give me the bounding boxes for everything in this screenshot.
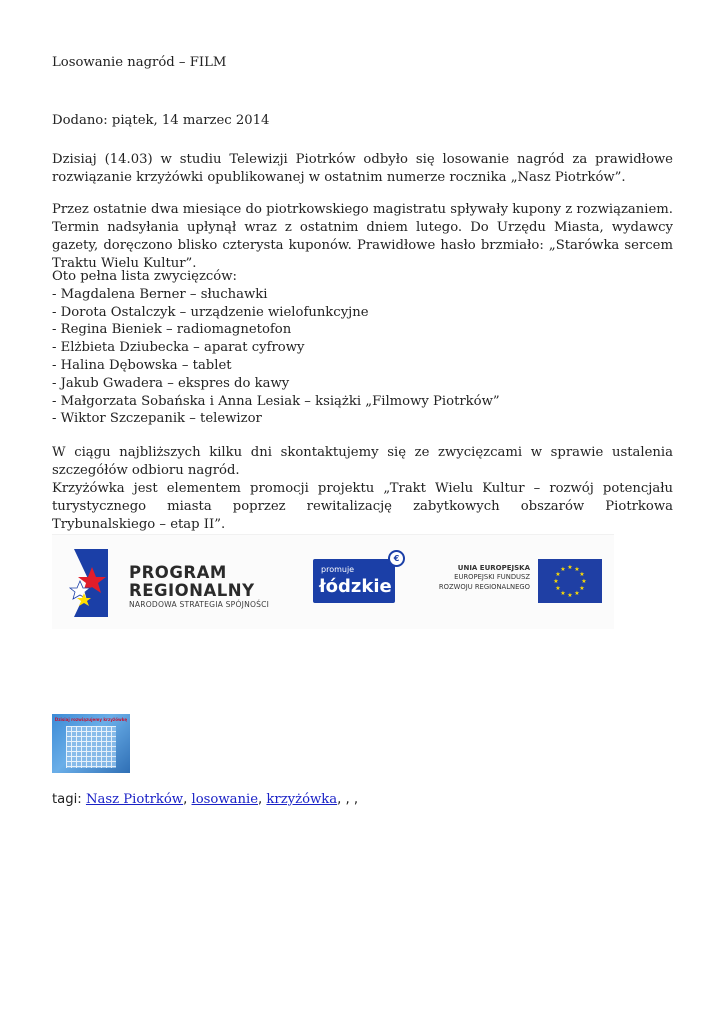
paragraph-details: Przez ostatnie dwa miesiące do piotrkowskiego magistratu spływały kupony z rozwiązaniem. Termin nadsyłania upłynął wraz z ostatnim dniem lutego. Do Urzędu Miasta, wydawcy gazety, doręczono blisko czterysta kuponów. Prawidłowe hasło brzmiało: „Starówka sercem Traktu Wielu Kultur”. xyxy=(52,202,673,271)
list-item: - Halina Dębowska – tablet xyxy=(52,357,232,373)
list-item: - Małgorzata Sobańska i Anna Lesiak – książki „Filmowy Piotrków” xyxy=(52,393,500,409)
list-item: - Jakub Gwadera – ekspres do kawy xyxy=(52,375,290,391)
tags-trailing: , , , xyxy=(337,792,359,807)
paragraph-intro: Dzisiaj (14.03) w studiu Telewizji Piotrków odbyło się losowanie nagród za prawidłowe rozwiązanie krzyżówki opublikowanej w ostatnim numerze rocznika „Nasz Piotrków”. xyxy=(52,152,673,185)
euro-sign-icon: € xyxy=(388,550,405,567)
winners-list xyxy=(52,268,500,428)
tag-link-krzyzowka[interactable]: krzyżówka xyxy=(266,792,338,807)
svg-text:★: ★ xyxy=(553,578,559,585)
winners-intro: Oto pełna lista zwycięzców: xyxy=(52,269,237,284)
svg-text:★: ★ xyxy=(560,590,566,597)
crossword-grid-icon xyxy=(66,726,116,768)
svg-text:★: ★ xyxy=(581,578,587,585)
tags-line: tagi: Nasz Piotrków, losowanie, krzyżówka, , , xyxy=(52,792,359,807)
thumbnail-caption: Dzisiaj rozwiązujemy krzyżówkę xyxy=(54,717,128,722)
program-regionalny-subtitle: NARODOWA STRATEGIA SPÓJNOŚCI xyxy=(129,600,270,609)
svg-text:★: ★ xyxy=(579,585,585,592)
tags-label: tagi: xyxy=(52,792,82,807)
eu-funding-banner xyxy=(52,534,614,629)
eu-fund-text: UNIA EUROPEJSKA EUROPEJSKI FUNDUSZ ROZWOJU REGIONALNEGO xyxy=(438,564,530,591)
list-item: - Dorota Ostalczyk – urządzenie wielofunkcyjne xyxy=(52,304,369,320)
promuje-lodzkie-logo: promuje łódzkie xyxy=(313,559,395,603)
article-title: Losowanie nagród – FILM xyxy=(52,55,227,70)
program-regionalny-logo-icon xyxy=(68,547,126,619)
svg-text:★: ★ xyxy=(567,564,573,571)
eu-flag-icon xyxy=(538,559,602,603)
svg-text:★: ★ xyxy=(555,585,561,592)
svg-text:★: ★ xyxy=(574,590,580,597)
svg-text:★: ★ xyxy=(574,566,580,573)
svg-text:★: ★ xyxy=(567,592,573,599)
article-date: Dodano: piątek, 14 marzec 2014 xyxy=(52,113,270,128)
svg-text:★: ★ xyxy=(555,571,561,578)
svg-text:★: ★ xyxy=(579,571,585,578)
svg-text:★: ★ xyxy=(560,566,566,573)
tag-link-losowanie[interactable]: losowanie xyxy=(191,792,259,807)
crossword-thumbnail-image[interactable] xyxy=(52,714,130,773)
list-item: - Elżbieta Dziubecka – aparat cyfrowy xyxy=(52,340,305,356)
program-regionalny-title: PROGRAM REGIONALNY xyxy=(129,563,255,600)
paragraph-closing xyxy=(52,444,673,534)
list-item: - Wiktor Szczepanik – telewizor xyxy=(52,411,262,427)
paragraph-closing-line2: Krzyżówka jest elementem promocji projektu „Trakt Wielu Kultur – rozwój potencjału turystycznego miasta poprzez rewitalizację zabytkowych obszarów Piotrkowa Trybunalskiego – etap II”. xyxy=(52,481,673,532)
paragraph-closing-line1: W ciągu najbliższych kilku dni skontaktujemy się ze zwycięzcami w sprawie ustalenia szczegółów odbioru nagród. xyxy=(52,445,673,478)
list-item: - Regina Bieniek – radiomagnetofon xyxy=(52,322,292,338)
tag-link-nasz-piotrkow[interactable]: Nasz Piotrków xyxy=(85,792,184,807)
list-item: - Magdalena Berner – słuchawki xyxy=(52,286,268,302)
